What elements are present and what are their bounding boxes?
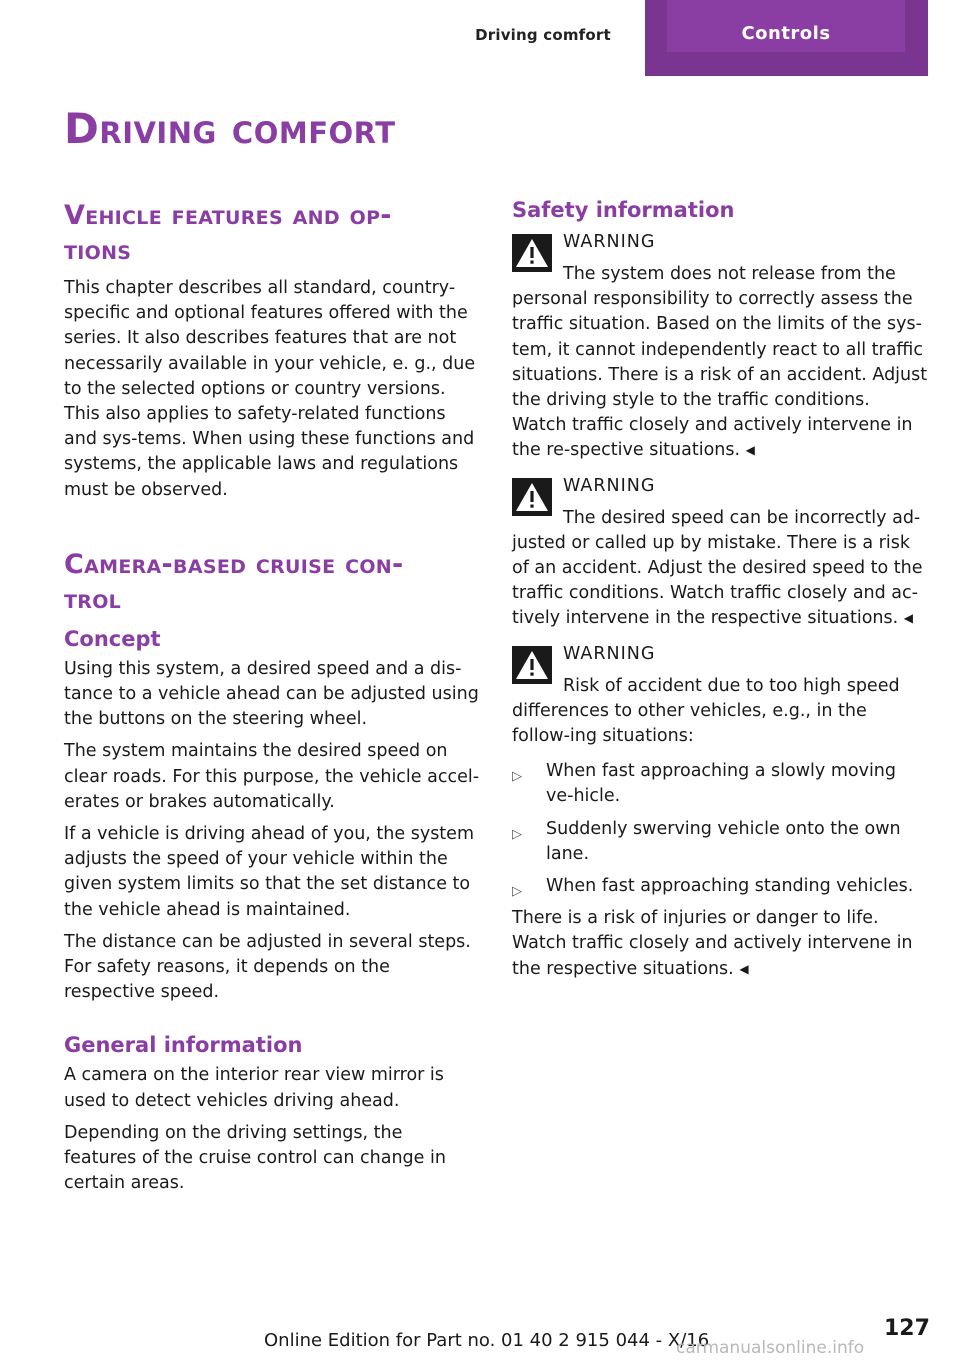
situation-list xyxy=(512,759,928,899)
end-of-section-icon: ◀ xyxy=(739,961,749,976)
warning-block xyxy=(512,474,928,632)
warning-triangle-icon xyxy=(512,478,552,516)
list-item: ▷ Suddenly swerving vehicle onto the own lane. xyxy=(512,818,901,864)
warning-block xyxy=(512,642,928,750)
running-header-section: Driving comfort xyxy=(475,26,611,44)
list-item: ▷ When fast approaching standing vehicles. xyxy=(512,874,928,899)
features-paragraph: This chapter describes all standard, country-specific and optional features offered with the series. It also describes features that are not necessarily available in your vehicle, e. g., due to the selected options or country versions. This also applies to safety-related functions and sys‐tems. When using these functions and systems, the applicable laws and regulations must be observed. xyxy=(64,278,476,500)
concept-paragraph-3: If a vehicle is driving ahead of you, the system adjusts the speed of your vehicle within the given system limits so that the set distance to the vehicle ahead is maintained. xyxy=(64,824,474,920)
concept-heading: Concept xyxy=(64,626,161,651)
list-item: ▷ When fast approaching a slowly moving ve‐hicle. xyxy=(512,761,896,807)
closing-paragraph: There is a risk of injuries or danger to life. Watch traffic closely and actively intervene in the respective situations. ◀ xyxy=(512,908,913,979)
warning-title: WARNING xyxy=(563,643,656,664)
general-information-heading: General information xyxy=(64,1033,303,1058)
warning-title: WARNING xyxy=(563,232,656,252)
watermark: carmanualsonline.info xyxy=(676,1338,865,1358)
end-of-section-icon: ◀ xyxy=(745,443,755,458)
chapter-tab-label: Controls xyxy=(667,0,905,52)
right-column xyxy=(512,196,928,989)
general-paragraph-1: A camera on the interior rear view mirror is used to detect vehicles driving ahead. xyxy=(64,1065,444,1111)
end-of-section-icon: ◀ xyxy=(903,611,914,626)
concept-paragraph-2: The system maintains the desired speed on clear roads. For this purpose, the vehicle accel‐erates or brakes automatically. xyxy=(64,741,480,812)
page-title: Driving comfort xyxy=(64,104,396,153)
warning-title: WARNING xyxy=(563,475,656,496)
concept-paragraph-1: Using this system, a desired speed and a dis‐tance to a vehicle ahead can be adjusted using the buttons on the steering wheel. xyxy=(64,658,479,730)
warning-text: Risk of accident due to too high speed differences to other vehicles, e.g., in the follow‐ing situations: xyxy=(512,675,900,747)
left-column xyxy=(64,198,480,1203)
safety-information-heading: Safety information xyxy=(512,198,735,222)
general-paragraph-2: Depending on the driving settings, the features of the cruise control can change in certain areas. xyxy=(64,1122,446,1194)
features-heading: Vehicle features and op‐ tions xyxy=(64,200,392,266)
warning-block xyxy=(512,230,928,464)
warning-triangle-icon xyxy=(512,646,552,684)
warning-text: The system does not release from the personal responsibility to correctly assess the traffic situation. Based on the limits of the sys‐tem, it cannot independently react to all traffic situations. There is a risk of an accident. Adjust the driving style to the traffic conditions. Watch traffic closely and actively intervene in the re‐spective situations. ◀ xyxy=(512,264,928,461)
bullet-triangle-icon: ▷ xyxy=(512,826,522,842)
footer-edition: Online Edition for Part no. 01 40 2 915 044 - X/16 xyxy=(264,1330,710,1351)
bullet-triangle-icon: ▷ xyxy=(512,769,522,785)
chapter-tab xyxy=(645,0,928,76)
cruise-control-heading: Camera-based cruise con‐ trol xyxy=(64,548,404,615)
page-number: 127 xyxy=(884,1316,930,1341)
concept-paragraph-4: The distance can be adjusted in several steps. For safety reasons, it depends on the respective speed. xyxy=(64,931,471,1003)
warning-triangle-icon xyxy=(512,234,552,272)
warning-text: The desired speed can be incorrectly ad‐justed or called up by mistake. There is a risk of an accident. Adjust the desired speed to the traffic conditions. Watch traffic closely and ac‐tively intervene in the respective situations. ◀ xyxy=(512,507,923,629)
bullet-triangle-icon: ▷ xyxy=(512,884,522,900)
